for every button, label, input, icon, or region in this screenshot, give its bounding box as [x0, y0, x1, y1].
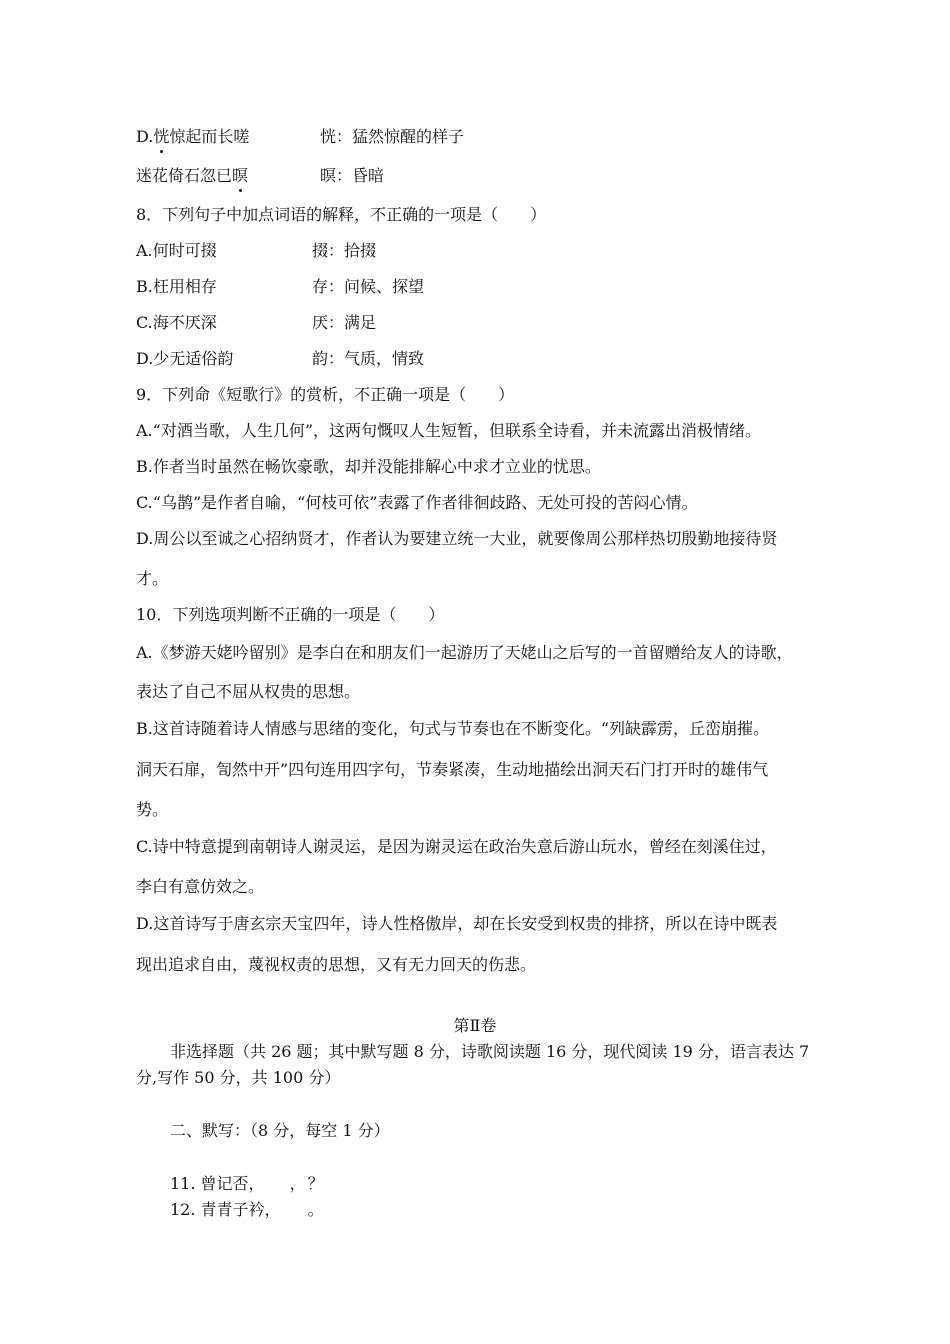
part2-intro-line1: 非选择题（共 26 题；其中默写题 8 分，诗歌阅读题 16 分，现代阅读 19 分，语言表达 7 — [170, 1042, 810, 1061]
q9-option-c: C.“乌鹊”是作者自喻，“何枝可依”表露了作者徘徊歧路、无处可投的苦闷心情。 — [136, 493, 698, 512]
q10-option-b-line3: 势。 — [136, 800, 169, 819]
q7-option-d-sentence-2 — [136, 166, 248, 186]
q12-label: 12. 青青子衿， — [170, 1200, 281, 1219]
q11-label: 11. 曾记否， — [170, 1174, 265, 1193]
q10-option-a-line1: A.《梦游天姥吟留别》是李白在和朋友们一起游历了天姥山之后写的一首留赠给友人的诗歌， — [136, 643, 793, 662]
q7-option-d-prefix: D. — [136, 127, 154, 146]
q12-line — [170, 1200, 324, 1220]
q8-option-b-gloss: 存：问候、探望 — [312, 277, 425, 296]
q8-option-c-gloss: 厌：满足 — [312, 313, 377, 332]
part2-intro-line2: 分,写作 50 分，共 100 分） — [136, 1068, 341, 1087]
q8-option-b: B.枉用相存 — [136, 277, 217, 296]
q9-option-b: B.作者当时虽然在畅饮豪歌，却并没能排解心中求才立业的忧思。 — [136, 457, 601, 476]
q8-option-a: A.何时可掇 — [136, 241, 217, 260]
q8-option-d-gloss: 韵：气质，情致 — [312, 349, 425, 368]
q11-separator: ， — [289, 1174, 306, 1193]
q10-option-c-line1: C.诗中特意提到南朝诗人谢灵运，是因为谢灵运在政治失意后游山玩水，曾经在刻溪住过， — [136, 837, 777, 856]
q7-option-d-dotted-char: 恍 — [153, 127, 170, 146]
q9-option-d-line1: D.周公以至诚之心招纳贤才，作者认为要建立统一大业，就要像周公那样热切殷勤地接待贤 — [136, 529, 778, 548]
q10-option-d-line1: D.这首诗写于唐玄宗天宝四年，诗人性格傲岸，却在长安受到权贵的排挤，所以在诗中既表 — [136, 914, 778, 933]
q11-line — [170, 1174, 324, 1194]
q12-end-mark: 。 — [307, 1200, 324, 1219]
q10-option-c-line2: 李白有意仿效之。 — [136, 877, 265, 896]
q8-option-c: C.海不厌深 — [136, 313, 217, 332]
q7-option-d2-prefix: 迷花倚石忽已 — [136, 166, 233, 185]
q10-option-b-line1: B.这首诗随着诗人情感与思绪的变化，句式与节奏也在不断变化。“列缺霹雳，丘峦崩摧。 — [136, 719, 770, 738]
q7-option-d2-gloss: 暝：昏暗 — [320, 166, 385, 185]
q10-stem: 10．下列选项判断不正确的一项是（ ） — [136, 605, 445, 624]
q7-option-d2-dotted-char: 暝 — [232, 166, 249, 185]
q11-end-mark: ？ — [307, 1174, 324, 1193]
q10-option-d-line2: 现出追求自由，蔑视权责的思想，又有无力回天的伤悲。 — [136, 955, 537, 974]
q8-stem: 8．下列句子中加点词语的解释，不正确的一项是（ ） — [136, 205, 547, 224]
q10-option-b-line2: 洞天石扉，訇然中开”四句连用四字句，节奏紧凑，生动地描绘出洞天石门打开时的雄伟气 — [136, 760, 769, 779]
part2-title: 第Ⅱ卷 — [453, 1016, 497, 1035]
q9-stem: 9．下列命《短歌行》的赏析，不正确一项是（ ） — [136, 385, 515, 404]
q8-option-a-gloss: 掇：拾掇 — [312, 241, 377, 260]
q7-option-d-sentence — [136, 127, 249, 147]
q9-option-a: A.“对酒当歌，人生几何”，这两句慨叹人生短暂，但联系全诗看，并未流露出消极情绪。 — [136, 421, 762, 440]
section-heading: 二、默写：（8 分，每空 1 分） — [170, 1121, 390, 1140]
q8-option-d: D.少无适俗韵 — [136, 349, 234, 368]
q7-option-d-gloss: 恍：猛然惊醒的样子 — [320, 127, 465, 146]
q7-option-d-rest: 惊起而长嗟 — [169, 127, 250, 146]
q9-option-d-line2: 才。 — [136, 569, 169, 588]
q10-option-a-line2: 表达了自己不屈从权贵的思想。 — [136, 682, 361, 701]
